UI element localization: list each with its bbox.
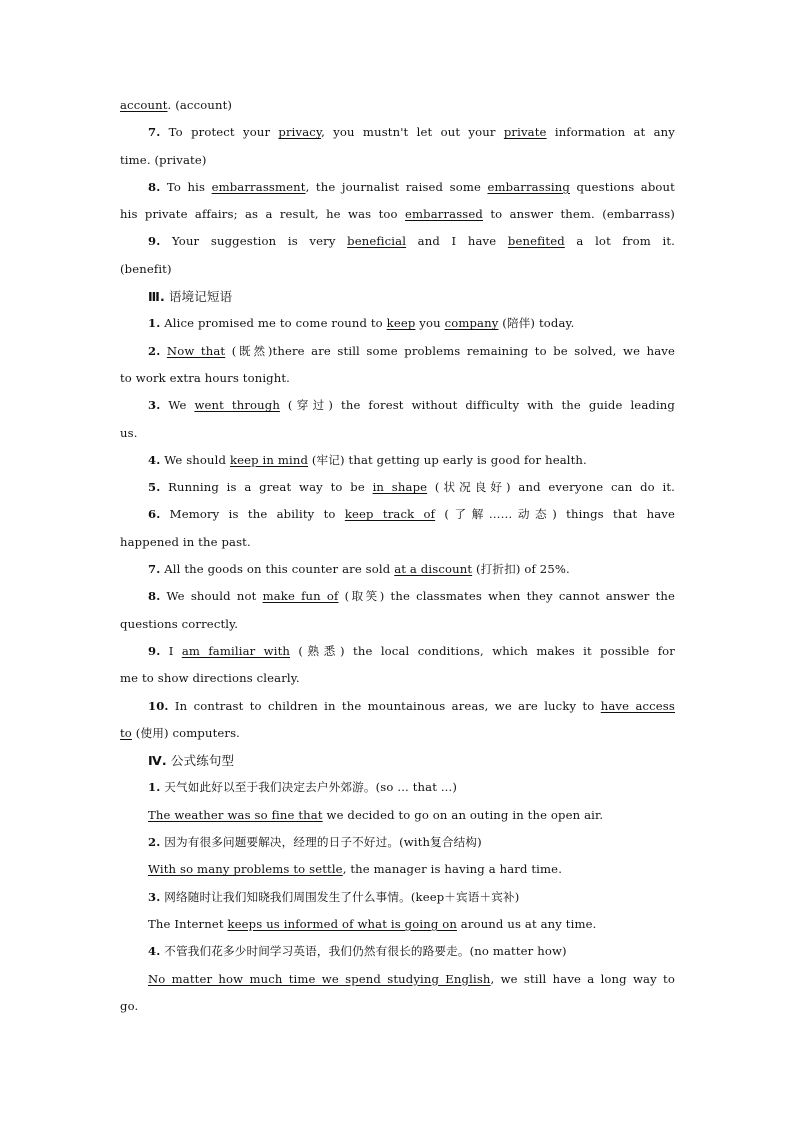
text-line xyxy=(120,94,675,121)
answer-blank: privacy xyxy=(278,125,322,140)
text-line xyxy=(120,203,675,230)
text-segment: The Internet xyxy=(148,916,228,931)
answer-blank: The weather was so fine that xyxy=(148,807,323,822)
answer-blank: went through xyxy=(194,398,280,413)
item-number: 10. xyxy=(148,698,169,713)
text-line xyxy=(120,995,675,1022)
text-line xyxy=(120,613,675,640)
text-segment: I xyxy=(160,643,182,658)
answer-blank: company xyxy=(444,316,499,331)
text-segment: 语境记短语 xyxy=(164,289,233,305)
text-line xyxy=(120,858,675,885)
text-segment: (状况良好) and everyone can do it. xyxy=(427,480,676,495)
text-line xyxy=(120,312,675,339)
text-line xyxy=(120,940,675,967)
text-line xyxy=(120,449,675,476)
item-number: 6. xyxy=(148,507,161,522)
text-line xyxy=(120,149,675,176)
text-segment: Memory is the ability to xyxy=(160,507,345,522)
text-segment: , you mustn't let out your xyxy=(321,125,504,140)
text-line xyxy=(120,776,675,803)
text-line xyxy=(120,176,675,203)
text-line xyxy=(120,640,675,667)
text-segment: Running is a great way to be xyxy=(160,480,373,495)
text-segment: , the journalist raised some xyxy=(305,179,488,194)
answer-blank: keep track of xyxy=(344,507,436,522)
answer-blank: embarrassing xyxy=(487,179,570,194)
answer-blank: private xyxy=(503,125,547,140)
text-line xyxy=(120,476,675,503)
text-segment: We xyxy=(160,398,195,413)
text-segment: Your suggestion is very xyxy=(160,234,348,249)
item-number: 8. xyxy=(148,589,161,604)
answer-blank: benefited xyxy=(507,234,565,249)
text-segment: (打折扣) of 25%. xyxy=(472,562,570,577)
item-number: 9. xyxy=(148,234,161,249)
text-segment: (既然)there are still some problems remaining to be solved, we have xyxy=(225,343,675,358)
text-segment: , the manager is having a hard time. xyxy=(342,862,563,877)
text-segment: 公式练句型 xyxy=(166,753,235,769)
text-segment: All the goods on this counter are sold xyxy=(160,562,395,577)
text-segment: (benefit) xyxy=(120,261,172,276)
text-segment: around us at any time. xyxy=(456,916,597,931)
answer-blank: Now that xyxy=(166,343,226,358)
item-number: 7. xyxy=(148,562,161,577)
item-number: Ⅲ. xyxy=(148,289,165,305)
text-segment: Alice promised me to come round to xyxy=(160,316,387,331)
text-segment: (穿过) the forest without difficulty with the guide leading xyxy=(279,398,675,413)
item-number: 1. xyxy=(148,316,161,331)
text-segment: a lot from it. xyxy=(564,234,675,249)
item-number: 4. xyxy=(148,452,161,467)
text-line xyxy=(120,121,675,148)
answer-blank: keeps us informed of what is going on xyxy=(227,916,457,931)
text-segment: We should not xyxy=(160,589,263,604)
item-number: 8. xyxy=(148,179,161,194)
text-line xyxy=(120,394,675,421)
text-segment: 不管我们花多少时间学习英语，我们仍然有很长的路要走。(no matter how) xyxy=(160,944,567,959)
answer-blank: No matter how much time we spend studying English xyxy=(148,971,491,986)
text-segment: . (account) xyxy=(167,98,233,112)
text-line xyxy=(120,230,675,257)
text-segment: to answer them. (embarrass) xyxy=(483,207,675,222)
text-segment: (使用) computers. xyxy=(131,725,241,740)
text-segment: and I have xyxy=(406,234,508,249)
text-segment: , we still have a long way to xyxy=(490,971,675,986)
text-line xyxy=(120,749,675,776)
answer-blank: have access xyxy=(600,698,676,713)
item-number: 5. xyxy=(148,480,161,495)
answer-blank: in shape xyxy=(372,480,428,495)
text-segment: To his xyxy=(160,179,212,194)
item-number: 3. xyxy=(148,398,161,413)
answer-blank: make fun of xyxy=(262,589,339,604)
item-number: 3. xyxy=(148,889,161,904)
text-line xyxy=(120,558,675,585)
answer-blank: at a discount xyxy=(394,562,473,577)
text-segment: (牢记) that getting up early is good for health. xyxy=(308,452,587,467)
text-segment: you xyxy=(415,316,445,331)
text-line xyxy=(120,804,675,831)
item-number: 2. xyxy=(148,343,161,358)
text-segment: happened in the past. xyxy=(120,534,251,549)
answer-blank: keep in mind xyxy=(229,452,309,467)
answer-blank: am familiar with xyxy=(181,643,291,658)
text-line xyxy=(120,258,675,285)
text-line xyxy=(120,667,675,694)
text-segment: In contrast to children in the mountainous areas, we are lucky to xyxy=(168,698,601,713)
text-segment: his private affairs; as a result, he was too xyxy=(120,207,405,222)
answer-blank: embarrassed xyxy=(404,207,483,222)
text-segment: We should xyxy=(160,452,230,467)
text-segment: 天气如此好以至于我们决定去户外郊游。(so ... that ...) xyxy=(160,780,458,795)
text-segment: (陪伴) today. xyxy=(498,316,575,331)
text-segment: us. xyxy=(120,425,138,440)
text-segment: (熟悉) the local conditions, which makes it possible for xyxy=(290,643,675,658)
text-segment: 因为有很多问题要解决，经理的日子不好过。(with复合结构) xyxy=(160,835,482,850)
answer-blank: beneficial xyxy=(347,234,407,249)
text-line xyxy=(120,913,675,940)
answer-blank: With so many problems to settle xyxy=(148,862,343,877)
answer-blank: to xyxy=(120,725,132,740)
text-line xyxy=(120,531,675,558)
text-segment: to work extra hours tonight. xyxy=(120,370,291,385)
text-segment: (了解……动态) things that have xyxy=(435,507,675,522)
text-line xyxy=(120,886,675,913)
item-number: 1. xyxy=(148,780,161,795)
text-segment: we decided to go on an outing in the open air. xyxy=(322,807,604,822)
item-number: 7. xyxy=(148,125,161,140)
text-segment: (取笑) the classmates when they cannot answer the xyxy=(338,589,676,604)
text-line xyxy=(120,340,675,367)
text-segment: go. xyxy=(120,998,139,1013)
text-line xyxy=(120,367,675,394)
text-segment: To protect your xyxy=(160,125,279,140)
text-line xyxy=(120,695,675,722)
item-number: Ⅳ. xyxy=(148,753,167,769)
answer-blank: account xyxy=(120,98,168,112)
text-segment: me to show directions clearly. xyxy=(120,671,300,686)
exercise-text xyxy=(120,94,675,1022)
answer-blank: embarrassment xyxy=(211,179,306,194)
answer-blank: keep xyxy=(386,316,416,331)
text-line xyxy=(120,585,675,612)
item-number: 2. xyxy=(148,835,161,850)
text-line xyxy=(120,968,675,995)
text-line xyxy=(120,831,675,858)
text-segment: time. (private) xyxy=(120,152,207,167)
text-line xyxy=(120,722,675,749)
text-segment: questions correctly. xyxy=(120,616,239,631)
item-number: 4. xyxy=(148,944,161,959)
text-line xyxy=(120,422,675,449)
text-line xyxy=(120,503,675,530)
item-number: 9. xyxy=(148,643,161,658)
text-segment: information at any xyxy=(546,125,675,140)
text-segment: questions about xyxy=(569,179,675,194)
text-line xyxy=(120,285,675,312)
text-segment: 网络随时让我们知晓我们周围发生了什么事情。(keep＋宾语＋宾补) xyxy=(160,889,520,904)
